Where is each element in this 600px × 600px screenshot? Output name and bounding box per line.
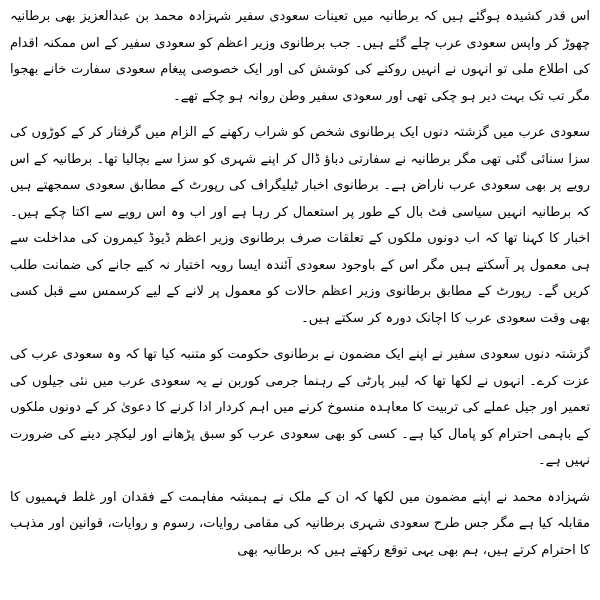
article-paragraph-2: سعودی عرب میں گزشتہ دنوں ایک برطانوی شخص کو شراب رکھنے کے الزام میں گرفتار کر کے کوڑوں کی سزا سنائی گئی تھی مگر برطانیہ نے سفارتی دباؤ ڈال کر اپنے شہری کو سزا سے بچالیا تھا۔ برطانیہ کے اس رویے پر بھی سعودی عرب ناراض ہے۔ برطانوی اخبار ٹیلیگراف کی رپورٹ کے مطابق سعودی سمجھتے ہیں کہ برطانیہ انہیں سیاسی فٹ بال کے طور پر استعمال کر رہا ہے اور اب وہ اس رویے سے اکتا چکے ہیں۔ اخبار کا کہنا تھا کہ اب دونوں ملکوں کے تعلقات صرف برطانوی وزیر اعظم ڈیوڈ کیمرون کی مداخلت سے ہی معمول پر آسکتے ہیں مگر اس کے باوجود سعودی آئندہ ایسا رویہ اختیار نہ کیے جانے کی ضمانت طلب کریں گے۔ رپورٹ کے مطابق برطانوی وزیر اعظم حالات کو معمول پر لانے کے لیے کرسمس سے قبل کسی بھی وقت سعودی عرب کا اچانک دورہ کر سکتے ہیں۔ [10, 125, 590, 326]
article-paragraph-1: اس قدر کشیدہ ہوگئے ہیں کہ برطانیہ میں تعینات سعودی سفیر شہزادہ محمد بن عبدالعزیز بھی برطانیہ چھوڑ کر واپس سعودی عرب چلے گئے ہیں۔ جب برطانوی وزیر اعظم کو سعودی سفیر کے اس ممکنہ اقدام کی اطلاع ملی تو انہوں نے انہیں روکنے کی کوشش کی اور ایک خصوصی پیغام سعودی سفارت خانے بھجوا مگر تب تک بہت دیر ہو چکی تھی اور سعودی سفیر وطن روانہ ہو چکے تھے۔ [10, 9, 590, 104]
article-paragraph-3: گزشتہ دنوں سعودی سفیر نے اپنے ایک مضمون نے برطانوی حکومت کو متنبہ کیا تھا کہ وہ سعودی عرب کی عزت کرے۔ انہوں نے لکھا تھا کہ لیبر پارٹی کے رہنما جرمی کوربن نے یہ سعودی عرب میں نئی جیلوں کی تعمیر اور جیل عملے کی تربیت کا معاہدہ منسوخ کرنے میں اہم کردار ادا کرنے کا دعویٰ کر کے دونوں ملکوں کے باہمی احترام کو پامال کیا ہے۔ کسی کو بھی سعودی عرب کو سبق پڑھانے اور لیکچر دینے کی ضرورت نہیں ہے۔ [10, 347, 590, 468]
article-paragraph-4: شہزادہ محمد نے اپنے مضمون میں لکھا کہ ان کے ملک نے ہمیشہ مفاہمت کے فقدان اور غلط فہمیوں کا مقابلہ کیا ہے مگر جس طرح سعودی شہری برطانیہ کی مقامی روایات، رسوم و روایات، قوانین اور مذہب کا احترام کرتے ہیں، ہم بھی یہی توقع رکھتے ہیں کہ برطانیہ بھی [10, 489, 590, 558]
